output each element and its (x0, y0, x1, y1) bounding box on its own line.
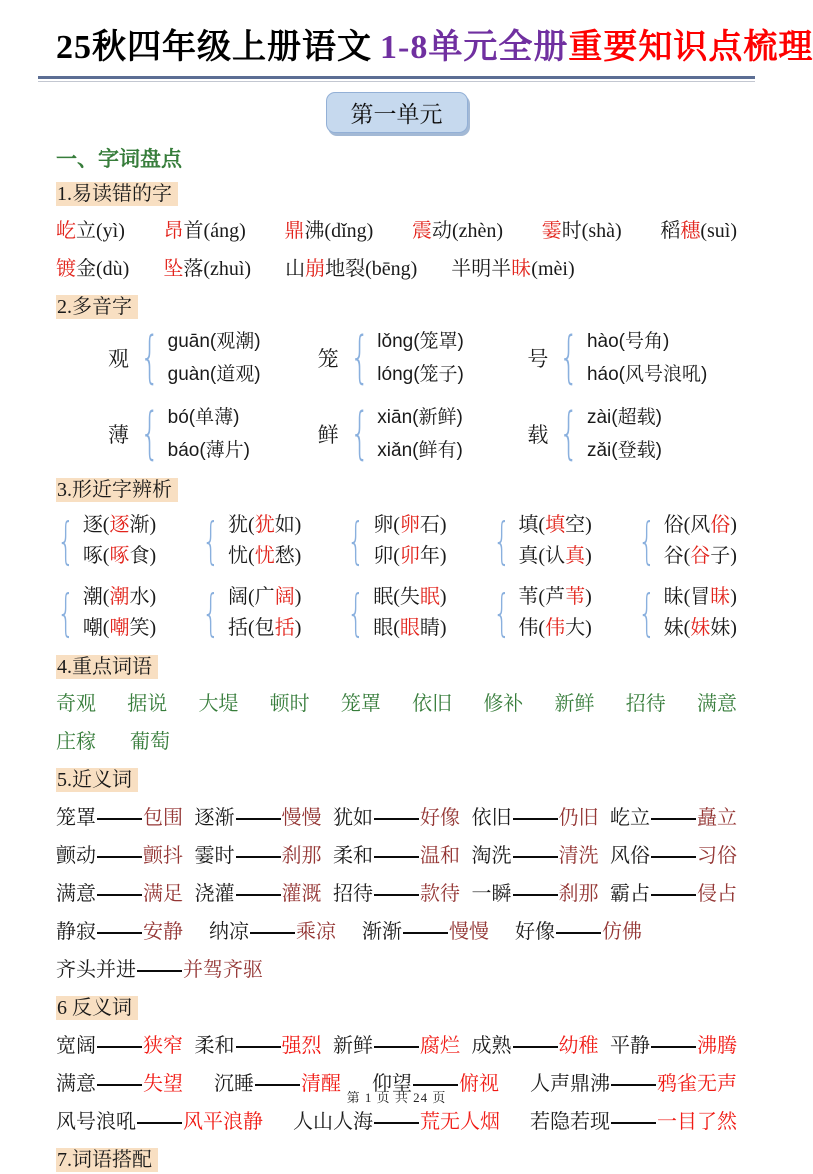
word-item: 山崩地裂(bēng) (285, 258, 418, 280)
synonyms-row-2 (56, 843, 737, 870)
dash-line (137, 1122, 182, 1124)
section-heading-word-inventory: 一、字词盘点 (56, 147, 182, 171)
similar-bottom: 嘲(嘲笑) (82, 617, 157, 639)
brace-icon: { (202, 584, 220, 642)
page-footer: 第 1 页 共 24 页 (346, 1090, 447, 1105)
dash-line (513, 818, 558, 820)
similar-group (346, 582, 446, 644)
polyphonic-char: 载 (527, 423, 549, 447)
brace-icon: { (637, 584, 656, 642)
polyphonic-readings (168, 325, 261, 391)
word-pair: 霎时 刹那 (194, 845, 322, 867)
brace-icon: { (57, 584, 75, 642)
word-item: 新鲜 (554, 693, 595, 715)
word-pair: 平静 沸腾 (610, 1035, 737, 1057)
reading-bottom: lóng(笼子) (377, 364, 464, 385)
dash-line (374, 1122, 419, 1124)
word-pair: 风俗 习俗 (610, 845, 737, 867)
word-pair: 人山人海 荒无人烟 (293, 1111, 500, 1133)
dash-line (97, 1046, 142, 1048)
dash-line (374, 818, 419, 820)
word-item: 满意 (696, 693, 737, 715)
word-item: 半明半昧(mèi) (451, 258, 575, 280)
page-title (56, 26, 813, 70)
similar-group (56, 510, 156, 572)
title-part-black: 25秋四年级上册语文 (56, 29, 372, 66)
word-pair: 成熟 幼稚 (471, 1035, 599, 1057)
polyphonic-group (527, 401, 737, 467)
similar-top: 犹(犹如) (228, 514, 302, 536)
polyphonic-readings (377, 325, 464, 391)
word-item: 稻穗(suì) (660, 220, 737, 242)
word-pair: 浇灌 灌溉 (194, 883, 322, 905)
reading-top: bó(单薄) (167, 407, 240, 428)
polyphonic-group (318, 401, 528, 467)
word-item: 依旧 (412, 693, 453, 715)
polyphonic-char: 鲜 (317, 423, 339, 447)
word-item: 震动(zhèn) (411, 220, 504, 242)
unit-badge: 第一单元 (326, 92, 468, 133)
brace-icon: { (349, 325, 370, 390)
reading-bottom: háo(风号浪吼) (586, 364, 708, 385)
word-pair: 新鲜 腐烂 (333, 1035, 460, 1057)
word-pair: 笼罩 包围 (56, 807, 183, 829)
word-pair: 柔和 温和 (333, 845, 460, 867)
dash-line (651, 856, 696, 858)
easy-misread-row-1 (56, 218, 737, 244)
word-item: 大堤 (198, 693, 239, 715)
brace-icon: { (637, 512, 656, 570)
similar-chars-row-2 (56, 582, 737, 644)
heading-polyphonic: 2.多音字 (56, 294, 737, 321)
word-item: 修补 (483, 693, 524, 715)
similar-bottom: 卯(卯年) (373, 545, 447, 567)
similar-top: 潮(潮水) (82, 586, 157, 608)
reading-bottom: xiǎn(鲜有) (377, 440, 463, 461)
reading-bottom: guàn(道观) (167, 364, 261, 385)
reading-top: hào(号角) (586, 331, 670, 352)
heading-antonyms: 6 反义词 (56, 995, 737, 1022)
similar-top: 苇(芦苇) (518, 586, 592, 608)
title-divider (38, 76, 755, 82)
dash-line (513, 1046, 558, 1048)
word-pair: 一瞬 刹那 (471, 883, 599, 905)
word-pair: 风号浪吼 风平浪静 (56, 1111, 263, 1133)
brace-icon: { (492, 584, 511, 642)
word-pair: 颤动 颤抖 (56, 845, 183, 867)
dash-line (236, 894, 281, 896)
synonyms-row-1 (56, 805, 737, 832)
word-pair: 逐渐 慢慢 (194, 807, 322, 829)
polyphonic-group (527, 325, 737, 391)
antonyms-row-1 (56, 1033, 737, 1060)
similar-group (492, 510, 592, 572)
similar-group (346, 510, 446, 572)
similar-bottom: 妹(妹妹) (663, 617, 737, 639)
document-header (56, 26, 813, 82)
dash-line (97, 1084, 142, 1086)
similar-bottom: 谷(谷子) (663, 545, 737, 567)
similar-group (637, 510, 737, 572)
dash-line (413, 1084, 458, 1086)
similar-top: 阔(广阔) (228, 586, 302, 608)
word-item: 霎时(shà) (541, 220, 622, 242)
dash-line (513, 856, 558, 858)
heading-key-words: 4.重点词语 (56, 654, 737, 681)
similar-top: 昧(冒昧) (663, 586, 737, 608)
word-pair: 淘洗 清洗 (471, 845, 599, 867)
word-pair: 霸占 侵占 (610, 883, 737, 905)
word-pair: 好像 仿佛 (515, 921, 642, 943)
brace-icon: { (347, 512, 366, 570)
dash-line (651, 1046, 696, 1048)
reading-top: xiān(新鲜) (377, 407, 463, 428)
similar-group (201, 582, 301, 644)
polyphonic-readings (168, 401, 250, 467)
word-pair: 人声鼎沸 鸦雀无声 (530, 1073, 737, 1095)
word-item: 葡萄 (130, 731, 170, 753)
brace-icon: { (202, 512, 220, 570)
polyphonic-char: 号 (527, 347, 549, 371)
similar-bottom: 啄(啄食) (82, 545, 157, 567)
dash-line (651, 818, 696, 820)
word-pair: 渐渐 慢慢 (362, 921, 489, 943)
word-pair: 静寂 安静 (56, 921, 183, 943)
similar-bottom: 伟(伟大) (518, 617, 592, 639)
heading-synonyms: 5.近义词 (56, 767, 737, 794)
word-pair: 纳凉 乘凉 (209, 921, 336, 943)
similar-top: 逐(逐渐) (82, 514, 157, 536)
word-pair: 若隐若现 一目了然 (530, 1111, 737, 1133)
polyphonic-char: 笼 (317, 347, 339, 371)
similar-bottom: 括(包括) (228, 617, 302, 639)
reading-top: guān(观潮) (167, 331, 261, 352)
polyphonic-row-1 (56, 325, 737, 391)
dash-line (97, 818, 142, 820)
heading-similar-chars: 3.形近字辨析 (56, 477, 737, 504)
similar-bottom: 忧(忧愁) (228, 545, 302, 567)
brace-icon: { (347, 584, 366, 642)
word-item: 笼罩 (340, 693, 381, 715)
polyphonic-readings (587, 401, 662, 467)
dash-line (250, 932, 295, 934)
dash-line (236, 1046, 281, 1048)
dash-line (97, 894, 142, 896)
dash-line (556, 932, 601, 934)
reading-bottom: báo(薄片) (167, 440, 250, 461)
similar-bottom: 眼(眼睛) (373, 617, 447, 639)
similar-group (201, 510, 301, 572)
heading-easy-misread: 1.易读错的字 (56, 181, 737, 208)
dash-line (236, 818, 281, 820)
similar-top: 俗(风俗) (663, 514, 737, 536)
reading-top: zài(超载) (586, 407, 662, 428)
dash-line (374, 856, 419, 858)
brace-icon: { (559, 325, 579, 390)
similar-top: 卵(卵石) (373, 514, 447, 536)
word-pair: 柔和 强烈 (194, 1035, 322, 1057)
brace-icon: { (559, 401, 579, 466)
similar-group (637, 582, 737, 644)
word-pair: 招待 款待 (333, 883, 460, 905)
word-pair: 齐头并进 并驾齐驱 (56, 959, 263, 981)
title-part-red: 重要知识点梳理 (568, 29, 813, 66)
dash-line (255, 1084, 300, 1086)
dash-line (513, 894, 558, 896)
word-item: 昂首(áng) (163, 220, 246, 242)
word-pair: 宽阔 狭窄 (56, 1035, 183, 1057)
polyphonic-group (108, 401, 318, 467)
reading-top: lǒng(笼罩) (377, 331, 464, 352)
dash-line (97, 856, 142, 858)
polyphonic-group (108, 325, 318, 391)
similar-group (492, 582, 592, 644)
word-item: 庄稼 (56, 731, 96, 753)
easy-misread-row-2 (56, 256, 737, 282)
similar-top: 眠(失眠) (373, 586, 447, 608)
dash-line (374, 1046, 419, 1048)
key-words-row-2 (56, 729, 737, 755)
word-pair: 沉睡 清醒 (214, 1073, 341, 1095)
synonyms-row-4 (56, 919, 737, 946)
similar-top: 填(填空) (518, 514, 592, 536)
similar-group (56, 582, 156, 644)
word-item: 招待 (625, 693, 666, 715)
synonyms-row-3 (56, 881, 737, 908)
title-part-purple: 1-8单元全册 (380, 29, 569, 66)
word-pair: 屹立 矗立 (610, 807, 737, 829)
polyphonic-row-2 (56, 401, 737, 467)
brace-icon: { (140, 401, 160, 466)
dash-line (651, 894, 696, 896)
dash-line (137, 970, 182, 972)
word-pair: 犹如 好像 (333, 807, 460, 829)
antonyms-row-3 (56, 1109, 737, 1136)
word-item: 屹立(yì) (56, 220, 125, 242)
brace-icon: { (140, 325, 160, 390)
word-pair: 满意 失望 (56, 1073, 183, 1095)
word-item: 坠落(zhuì) (163, 258, 252, 280)
similar-chars-row-1 (56, 510, 737, 572)
word-item: 奇观 (56, 693, 96, 715)
brace-icon: { (492, 512, 511, 570)
word-pair: 依旧 仍旧 (471, 807, 599, 829)
similar-bottom: 真(认真) (518, 545, 592, 567)
synonyms-row-5 (56, 957, 737, 984)
brace-icon: { (57, 512, 75, 570)
key-words-row-1 (56, 691, 737, 717)
polyphonic-char: 薄 (108, 423, 129, 447)
word-item: 顿时 (269, 693, 310, 715)
brace-icon: { (349, 401, 370, 466)
dash-line (374, 894, 419, 896)
word-pair: 满意 满足 (56, 883, 183, 905)
polyphonic-readings (377, 401, 463, 467)
dash-line (236, 856, 281, 858)
polyphonic-char: 观 (108, 347, 129, 371)
dash-line (97, 932, 142, 934)
dash-line (611, 1122, 656, 1124)
word-pair: 仰望 俯视 (372, 1073, 499, 1095)
word-item: 鼎沸(dǐng) (284, 220, 374, 242)
polyphonic-readings (587, 325, 707, 391)
heading-collocation: 7.词语搭配 (56, 1147, 737, 1174)
polyphonic-group (318, 325, 528, 391)
word-item: 据说 (127, 693, 168, 715)
word-item: 镀金(dù) (56, 258, 130, 280)
reading-bottom: zǎi(登载) (586, 440, 662, 461)
dash-line (403, 932, 448, 934)
unit-badge-row (56, 92, 737, 133)
dash-line (611, 1084, 656, 1086)
